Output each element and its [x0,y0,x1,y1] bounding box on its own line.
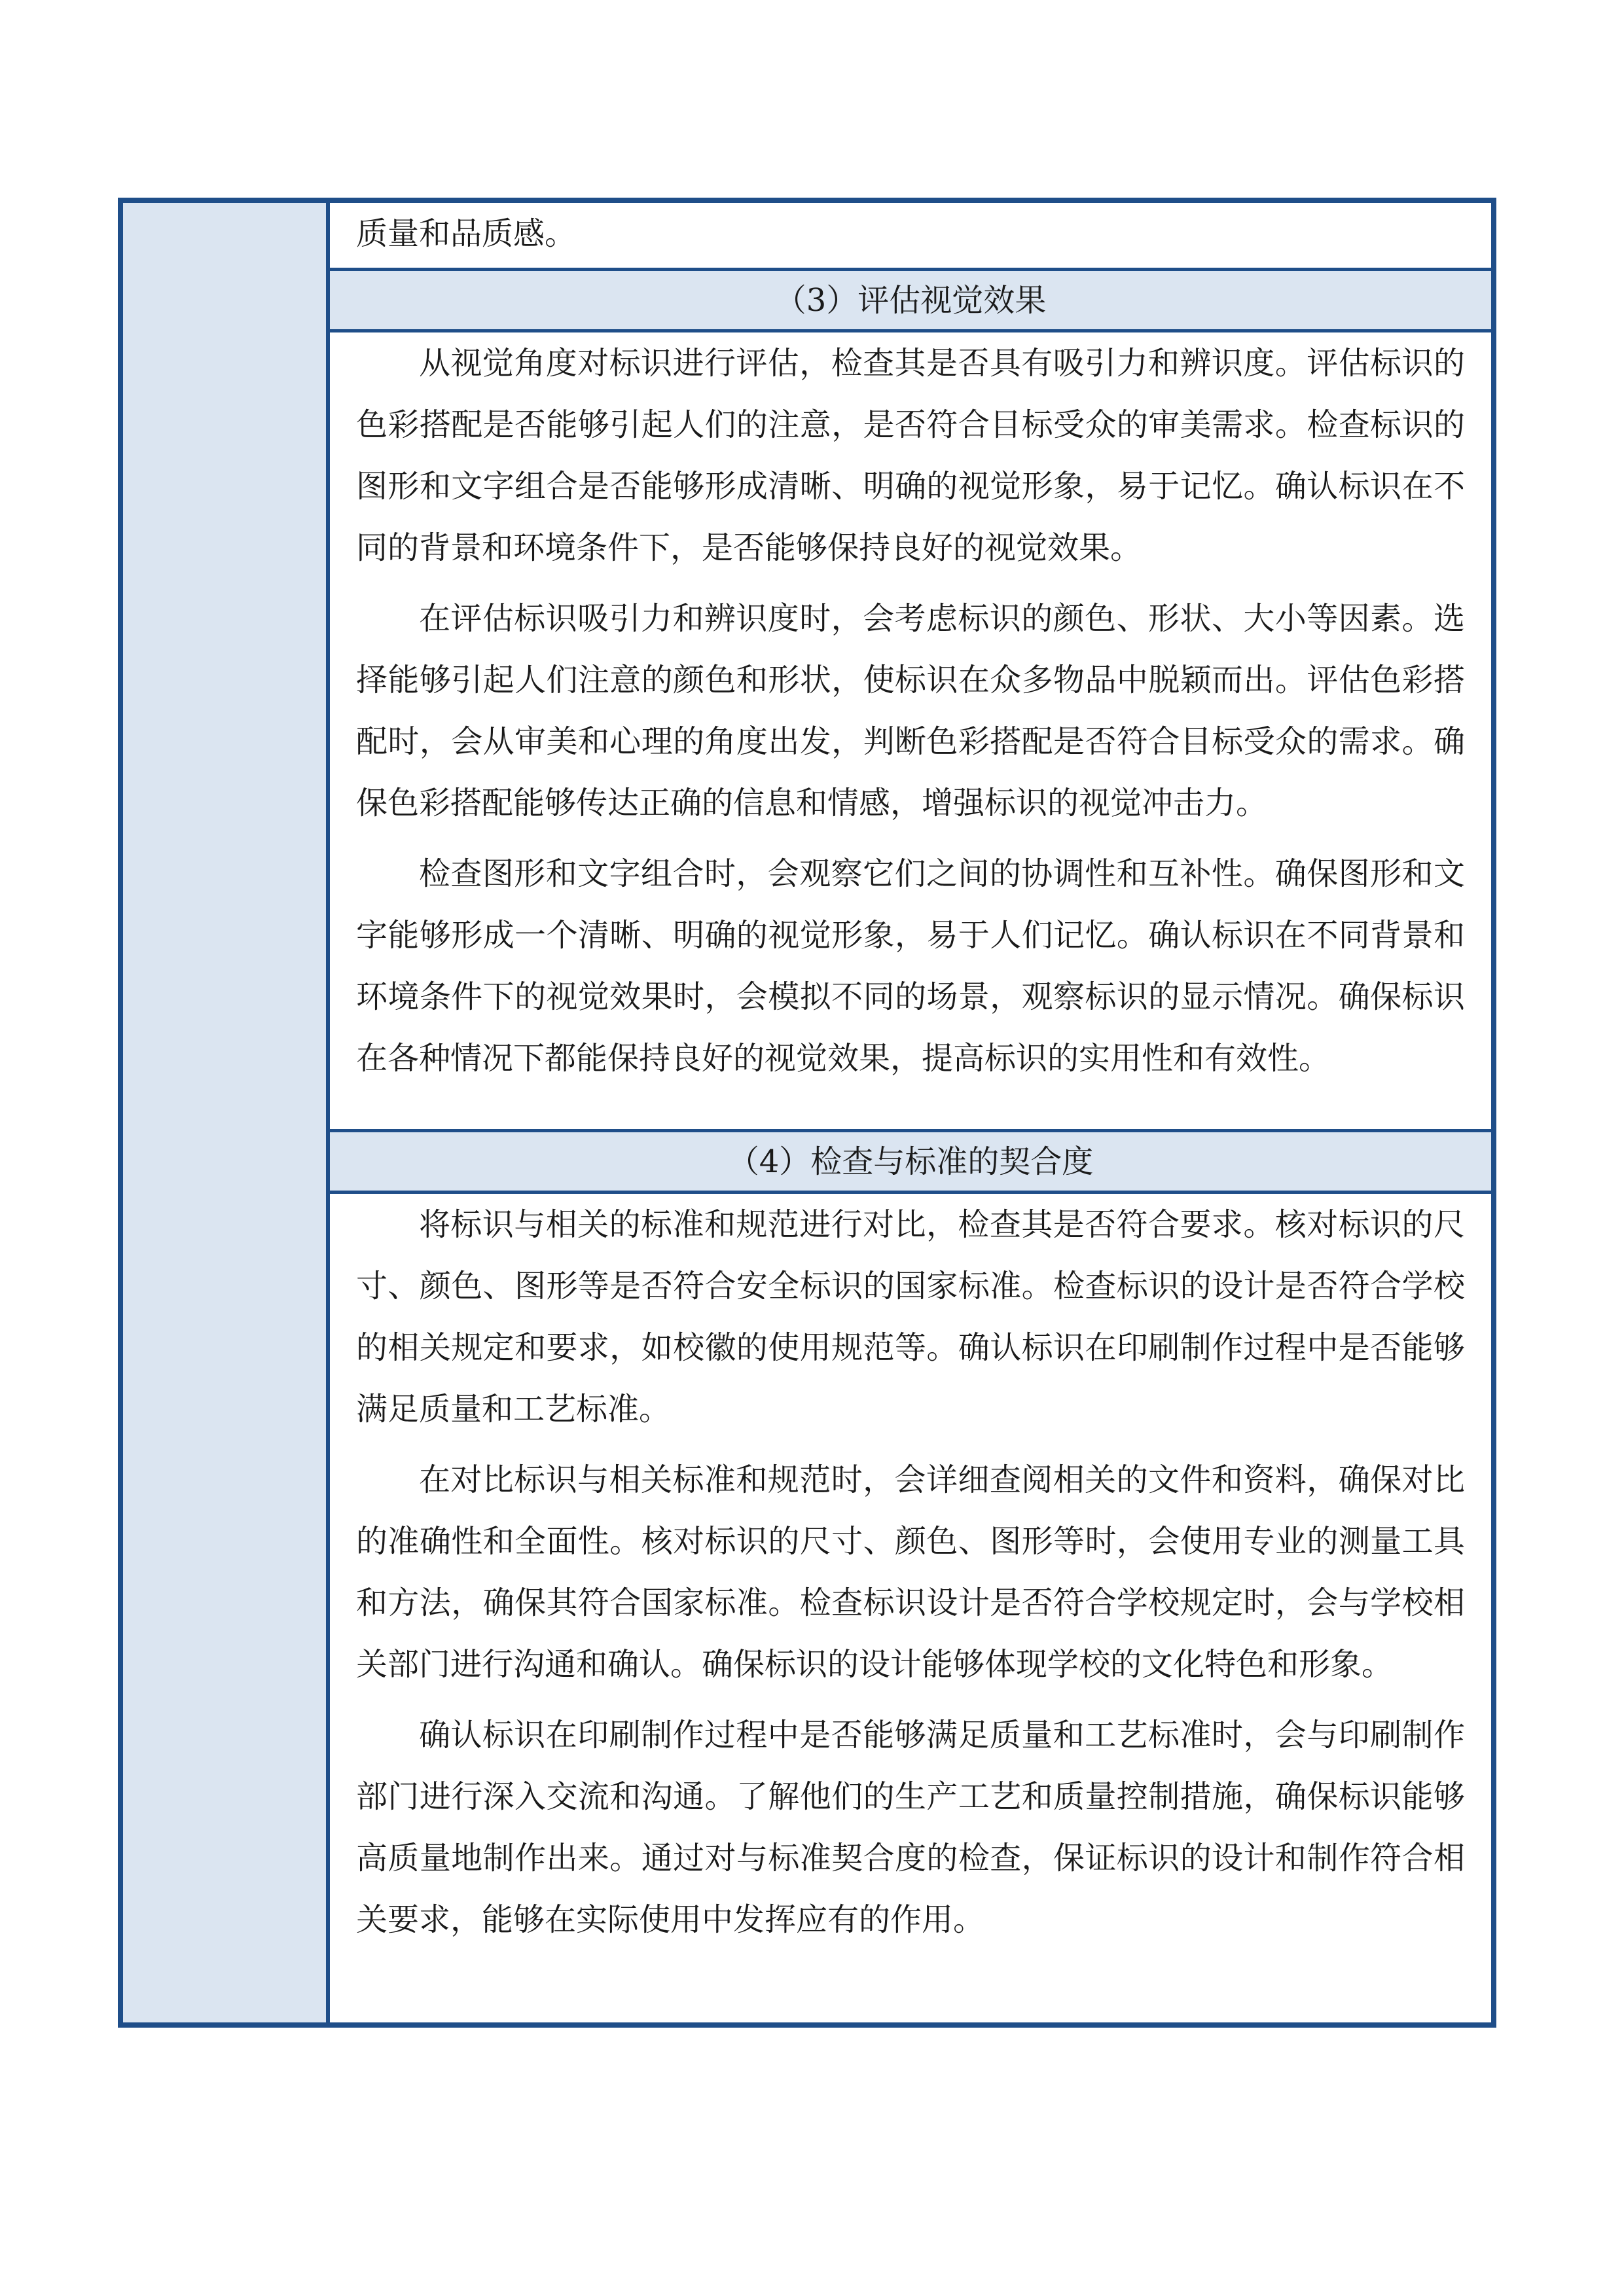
section-3-body [330,332,1491,1132]
continuation-text: 质量和品质感。 [356,215,577,252]
section-4-header [330,1132,1491,1194]
paragraph: 在对比标识与相关标准和规范时，会详细查阅相关的文件和资料，确保对比的准确性和全面性。核对标识的尺寸、颜色、图形等时，会使用专业的测量工具和方法，确保其符合国家标准。检查标识设计是否符合学校规定时，会与学校相关部门进行沟通和确认。确保标识的设计能够体现学校的文化特色和形象。 [356,1462,1465,1683]
left-label-column [123,203,330,2022]
content-table [118,198,1496,2028]
paragraph: 检查图形和文字组合时，会观察它们之间的协调性和互补性。确保图形和文字能够形成一个清晰、明确的视觉形象，易于人们记忆。确认标识在不同背景和环境条件下的视觉效果时，会模拟不同的场景，观察标识的显示情况。确保标识在各种情况下都能保持良好的视觉效果，提高标识的实用性和有效性。 [356,855,1465,1077]
paragraph: 在评估标识吸引力和辨识度时，会考虑标识的颜色、形状、大小等因素。选择能够引起人们注意的颜色和形状，使标识在众多物品中脱颖而出。评估色彩搭配时，会从审美和心理的角度出发，判断色彩搭配是否符合目标受众的需求。确保色彩搭配能够传达正确的信息和情感，增强标识的视觉冲击力。 [356,600,1465,821]
paragraph: 确认标识在印刷制作过程中是否能够满足质量和工艺标准时，会与印刷制作部门进行深入交流和沟通。了解他们的生产工艺和质量控制措施，确保标识能够高质量地制作出来。通过对与标准契合度的检查，保证标识的设计和制作符合相关要求，能够在实际使用中发挥应有的作用。 [356,1717,1465,1938]
section-3-header [330,271,1491,332]
top-continuation-cell [330,203,1491,271]
right-content-column [330,203,1491,2022]
section-4-title: （4）检查与标准的契合度 [727,1143,1094,1180]
paragraph: 将标识与相关的标准和规范进行对比，检查其是否符合要求。核对标识的尺寸、颜色、图形等是否符合安全标识的国家标准。检查标识的设计是否符合学校的相关规定和要求，如校徽的使用规范等。确认标识在印刷制作过程中是否能够满足质量和工艺标准。 [356,1206,1465,1427]
paragraph: 从视觉角度对标识进行评估，检查其是否具有吸引力和辨识度。评估标识的色彩搭配是否能够引起人们的注意，是否符合目标受众的审美需求。检查标识的图形和文字组合是否能够形成清晰、明确的视觉形象，易于记忆。确认标识在不同的背景和环境条件下，是否能够保持良好的视觉效果。 [356,345,1465,566]
section-4-body [330,1194,1491,2022]
section-3-title: （3）评估视觉效果 [774,281,1047,319]
